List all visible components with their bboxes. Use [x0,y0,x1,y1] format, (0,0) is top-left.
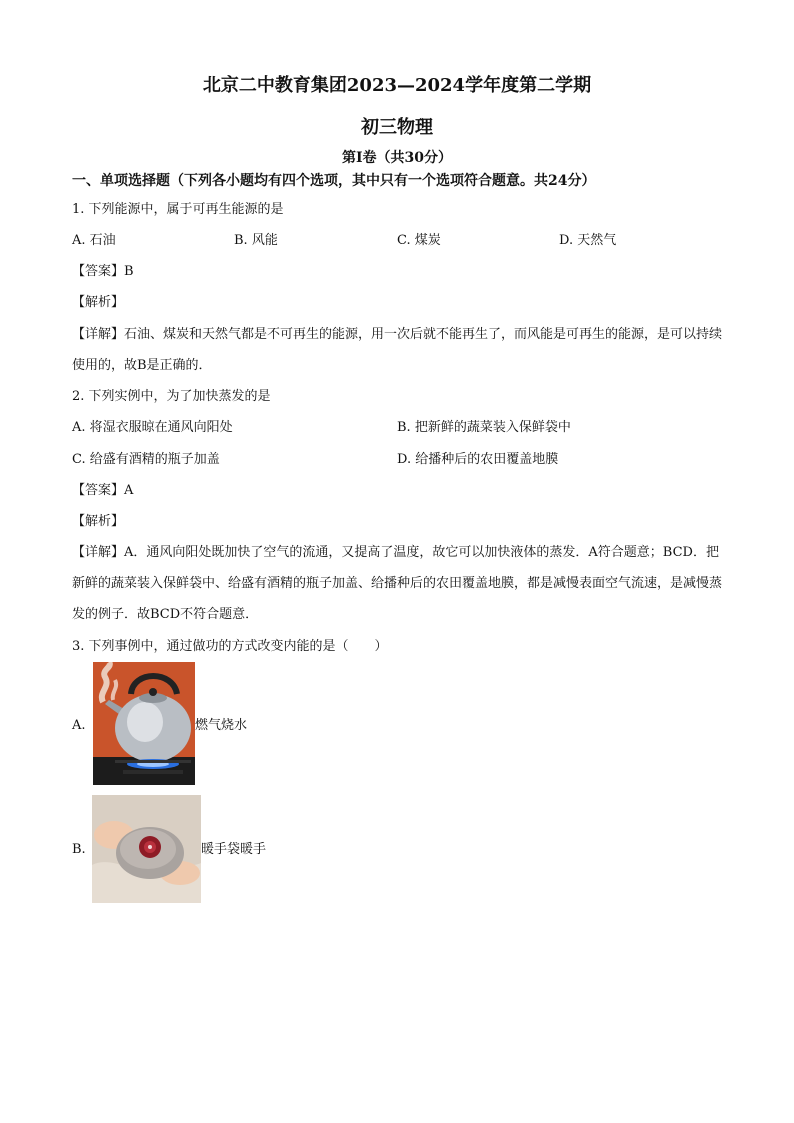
volume-title: 第Ⅰ卷（共30分） [341,150,453,166]
question-2-option-d: D. 给播种后的农田覆盖地膜 [397,452,559,467]
question-2-answer: 【答案】A [72,483,134,498]
question-1-detail: 【详解】石油、煤炭和天然气都是不可再生的能源，用一次后就不能再生了，而风能是可再生的能源，是可以持续使用的，故B是正确的． [72,327,723,373]
question-3-option-a-text: 燃气烧水 [195,718,248,733]
question-2-option-a: A. 将湿衣服晾在通风向阳处 [72,420,233,435]
question-1-stem: 1. 下列能源中，属于可再生能源的是 [72,202,284,217]
question-1-analysis: 【解析】 [72,295,125,310]
kettle-on-gas-stove-image [93,662,195,785]
question-2-detail: 【详解】A．通风向阳处既加快了空气的流通，又提高了温度，故它可以加快液体的蒸发．A符合题意；BCD．把新鲜的蔬菜装入保鲜袋中、给盛有酒精的瓶子加盖、给播种后的农田覆盖地膜，都是减慢表面空气流速，是减慢蒸发的例子．故BCD不符合题意． [72,545,723,622]
question-2-stem: 2. 下列实例中，为了加快蒸发的是 [72,389,271,404]
question-2-analysis: 【解析】 [72,514,125,529]
question-2-option-b: B. 把新鲜的蔬菜装入保鲜袋中 [397,420,571,435]
question-1-option-d: D. 天然气 [559,233,617,248]
question-3-option-b-text: 暖手袋暖手 [201,842,267,857]
section-heading: 一、单项选择题（下列各小题均有四个选项，其中只有一个选项符合题意。共24分） [72,173,596,189]
question-1-option-b: B. 风能 [234,233,278,248]
question-3-option-b-letter: B. [72,842,86,857]
question-1-answer: 【答案】B [72,264,134,279]
subject-title: 初三物理 [361,117,433,138]
exam-title: 北京二中教育集团2023—2024学年度第二学期 [202,75,592,96]
question-2-option-c: C. 给盛有酒精的瓶子加盖 [72,452,220,467]
question-3-option-a-letter: A. [72,718,86,733]
question-3-stem: 3. 下列事例中，通过做功的方式改变内能的是（ ） [72,639,388,654]
question-1-option-a: A. 石油 [72,233,116,248]
hand-warmer-image [92,795,201,903]
question-1-option-c: C. 煤炭 [397,233,441,248]
